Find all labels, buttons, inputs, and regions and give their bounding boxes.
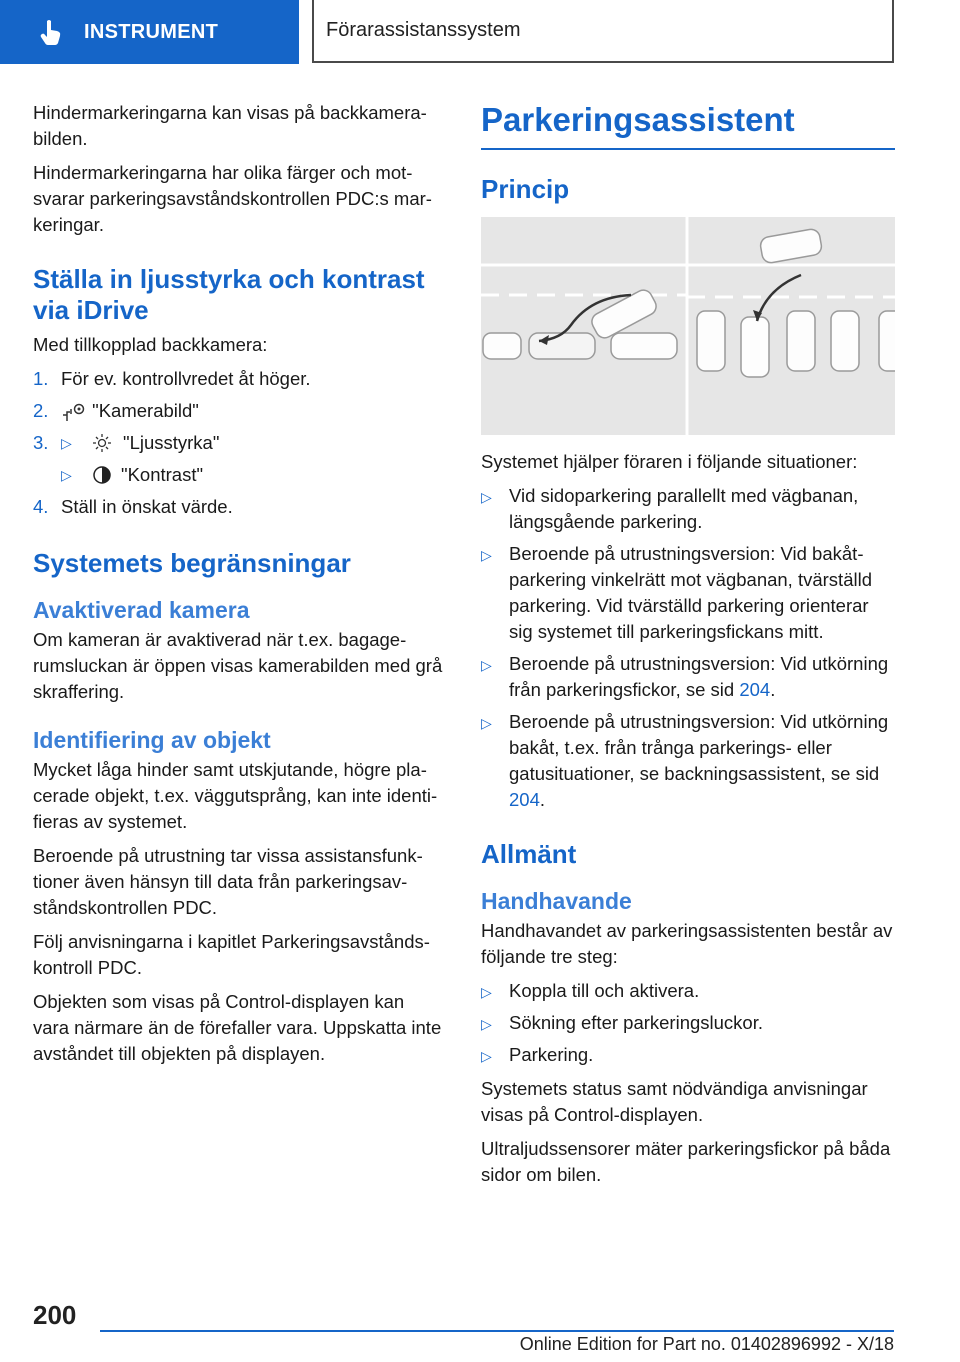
triangle-bullet-icon: ▷ bbox=[481, 547, 492, 563]
paragraph: Handhavandet av parkeringsassistenten består av följande tre steg: bbox=[481, 920, 893, 967]
page-link[interactable]: 204 bbox=[509, 789, 540, 810]
page-title: Parkeringsassistent bbox=[481, 100, 895, 150]
triangle-bullet-icon: ▷ bbox=[481, 984, 492, 1000]
chapter-header bbox=[312, 0, 894, 63]
heading-identification: Identifiering av objekt bbox=[33, 727, 271, 753]
page-number: 200 bbox=[33, 1300, 77, 1330]
triangle-bullet-icon: ▷ bbox=[481, 1016, 492, 1032]
list-item bbox=[481, 541, 895, 645]
heading-deactivated: Avaktiverad kamera bbox=[33, 597, 250, 623]
triangle-bullet-icon: ▷ bbox=[61, 467, 72, 483]
step-text: För ev. kontrollvredet åt höger. bbox=[61, 368, 311, 389]
heading-operation: Handhavande bbox=[481, 888, 632, 914]
list-item bbox=[481, 1010, 895, 1036]
step-number: 3. bbox=[33, 432, 49, 453]
step-number: 2. bbox=[33, 400, 49, 421]
chapter-label: Förarassistanssystem bbox=[326, 19, 521, 41]
right-column bbox=[481, 100, 895, 1196]
operation-steps-list bbox=[481, 978, 895, 1068]
paragraph: Mycket låga hinder samt utskjutande, högre placerade objekt, t.ex. väggutsprång, kan inte identifieras av systemet. bbox=[33, 759, 438, 832]
list-item-suffix: . bbox=[539, 789, 546, 810]
triangle-bullet-icon: ▷ bbox=[481, 715, 492, 731]
steps-list bbox=[33, 366, 445, 456]
step-item bbox=[33, 430, 445, 456]
situations-list bbox=[481, 483, 895, 813]
sub-item-contrast bbox=[33, 462, 445, 488]
paragraph: Ultraljudssensorer mäter parkeringsfickor på båda sidor om bilen. bbox=[481, 1138, 891, 1185]
paragraph: Med tillkopplad backkamera: bbox=[33, 334, 268, 355]
edition-label: Online Edition for Part no. 01402896992 - X/18 bbox=[519, 1334, 894, 1354]
step-text: "Kamerabild" bbox=[92, 400, 199, 421]
paragraph: Systemet hjälper föraren i följande situationer: bbox=[481, 451, 858, 472]
step-item bbox=[33, 398, 445, 424]
step-text: "Ljusstyrka" bbox=[123, 432, 220, 453]
list-item-suffix: . bbox=[770, 679, 776, 700]
list-item-text: Vid sidoparkering parallellt med vägbanan, längsgående parkering. bbox=[509, 485, 859, 532]
list-item-text: Koppla till och aktivera. bbox=[509, 980, 700, 1001]
camera-settings-icon bbox=[61, 401, 87, 423]
left-column bbox=[33, 100, 445, 1075]
steps-list bbox=[33, 494, 445, 520]
contrast-icon bbox=[89, 464, 115, 486]
triangle-bullet-icon: ▷ bbox=[61, 435, 72, 451]
list-item bbox=[481, 978, 895, 1004]
step-number: 1. bbox=[33, 368, 49, 389]
list-item-text: Sökning efter parkeringsluckor. bbox=[509, 1012, 763, 1033]
paragraph: Beroende på utrustning tar vissa assistansfunktioner även hänsyn till data från parkeringsavståndskontrollen PDC. bbox=[33, 845, 423, 918]
hand-pointer-icon bbox=[36, 17, 66, 47]
triangle-bullet-icon: ▷ bbox=[481, 489, 492, 505]
step-item bbox=[33, 366, 445, 392]
step-text: Ställ in önskat värde. bbox=[61, 496, 233, 517]
paragraph: Hindermarkeringarna kan visas på backkamerabilden. bbox=[33, 102, 427, 149]
list-item bbox=[481, 709, 895, 813]
list-item-text: Beroende på utrustningsversion: Vid utkörning från parkeringsfickor, se sid bbox=[509, 653, 889, 700]
list-item bbox=[481, 483, 895, 535]
paragraph: Systemets status samt nödvändiga anvisningar visas på Control-displayen. bbox=[481, 1078, 868, 1125]
list-item bbox=[481, 651, 895, 703]
list-item-text: Beroende på utrustningsversion: Vid utkörning bakåt, t.ex. från trånga parkerings- eller gatusituationer, se backningsassistent, se sid bbox=[509, 711, 889, 784]
footer-rule bbox=[100, 1330, 894, 1332]
triangle-bullet-icon: ▷ bbox=[481, 1048, 492, 1064]
heading-limits: Systemets begränsningar bbox=[33, 548, 351, 578]
section-label: INSTRUMENT bbox=[84, 20, 219, 43]
parking-illustration bbox=[481, 217, 895, 435]
step-item bbox=[33, 494, 445, 520]
paragraph: Följ anvisningarna i kapitlet Parkeringsavståndskontroll PDC. bbox=[33, 931, 430, 978]
triangle-bullet-icon: ▷ bbox=[481, 657, 492, 673]
sub-item-text: "Kontrast" bbox=[121, 464, 204, 485]
list-item-text: Parkering. bbox=[509, 1044, 594, 1065]
paragraph: Om kameran är avaktiverad när t.ex. bagagerumsluckan är öppen visas kamerabilden med grå skraffering. bbox=[33, 629, 443, 702]
heading-brightness: Ställa in ljusstyrka och kontrast via iDrive bbox=[33, 264, 425, 325]
sun-icon bbox=[89, 432, 115, 454]
paragraph: Objekten som visas på Control-displayen kan vara närmare än de förefaller vara. Uppskatta inte avståndet till objekten på displayen. bbox=[33, 991, 442, 1064]
heading-principle: Princip bbox=[481, 174, 570, 204]
list-item bbox=[481, 1042, 895, 1068]
step-number: 4. bbox=[33, 496, 49, 517]
list-item-text: Beroende på utrustningsversion: Vid bakåtparkering vinkelrätt mot vägbanan, tvärställd parkering. Vid tvärställd parkering orienterar sig systemet till parkeringsfickans mitt. bbox=[509, 543, 872, 642]
paragraph: Hindermarkeringarna har olika färger och motsvarar parkeringsavståndskontrollen PDC:s markeringar. bbox=[33, 162, 432, 235]
page-link[interactable]: 204 bbox=[739, 679, 771, 700]
section-tab[interactable] bbox=[0, 0, 299, 64]
heading-general: Allmänt bbox=[481, 839, 577, 869]
